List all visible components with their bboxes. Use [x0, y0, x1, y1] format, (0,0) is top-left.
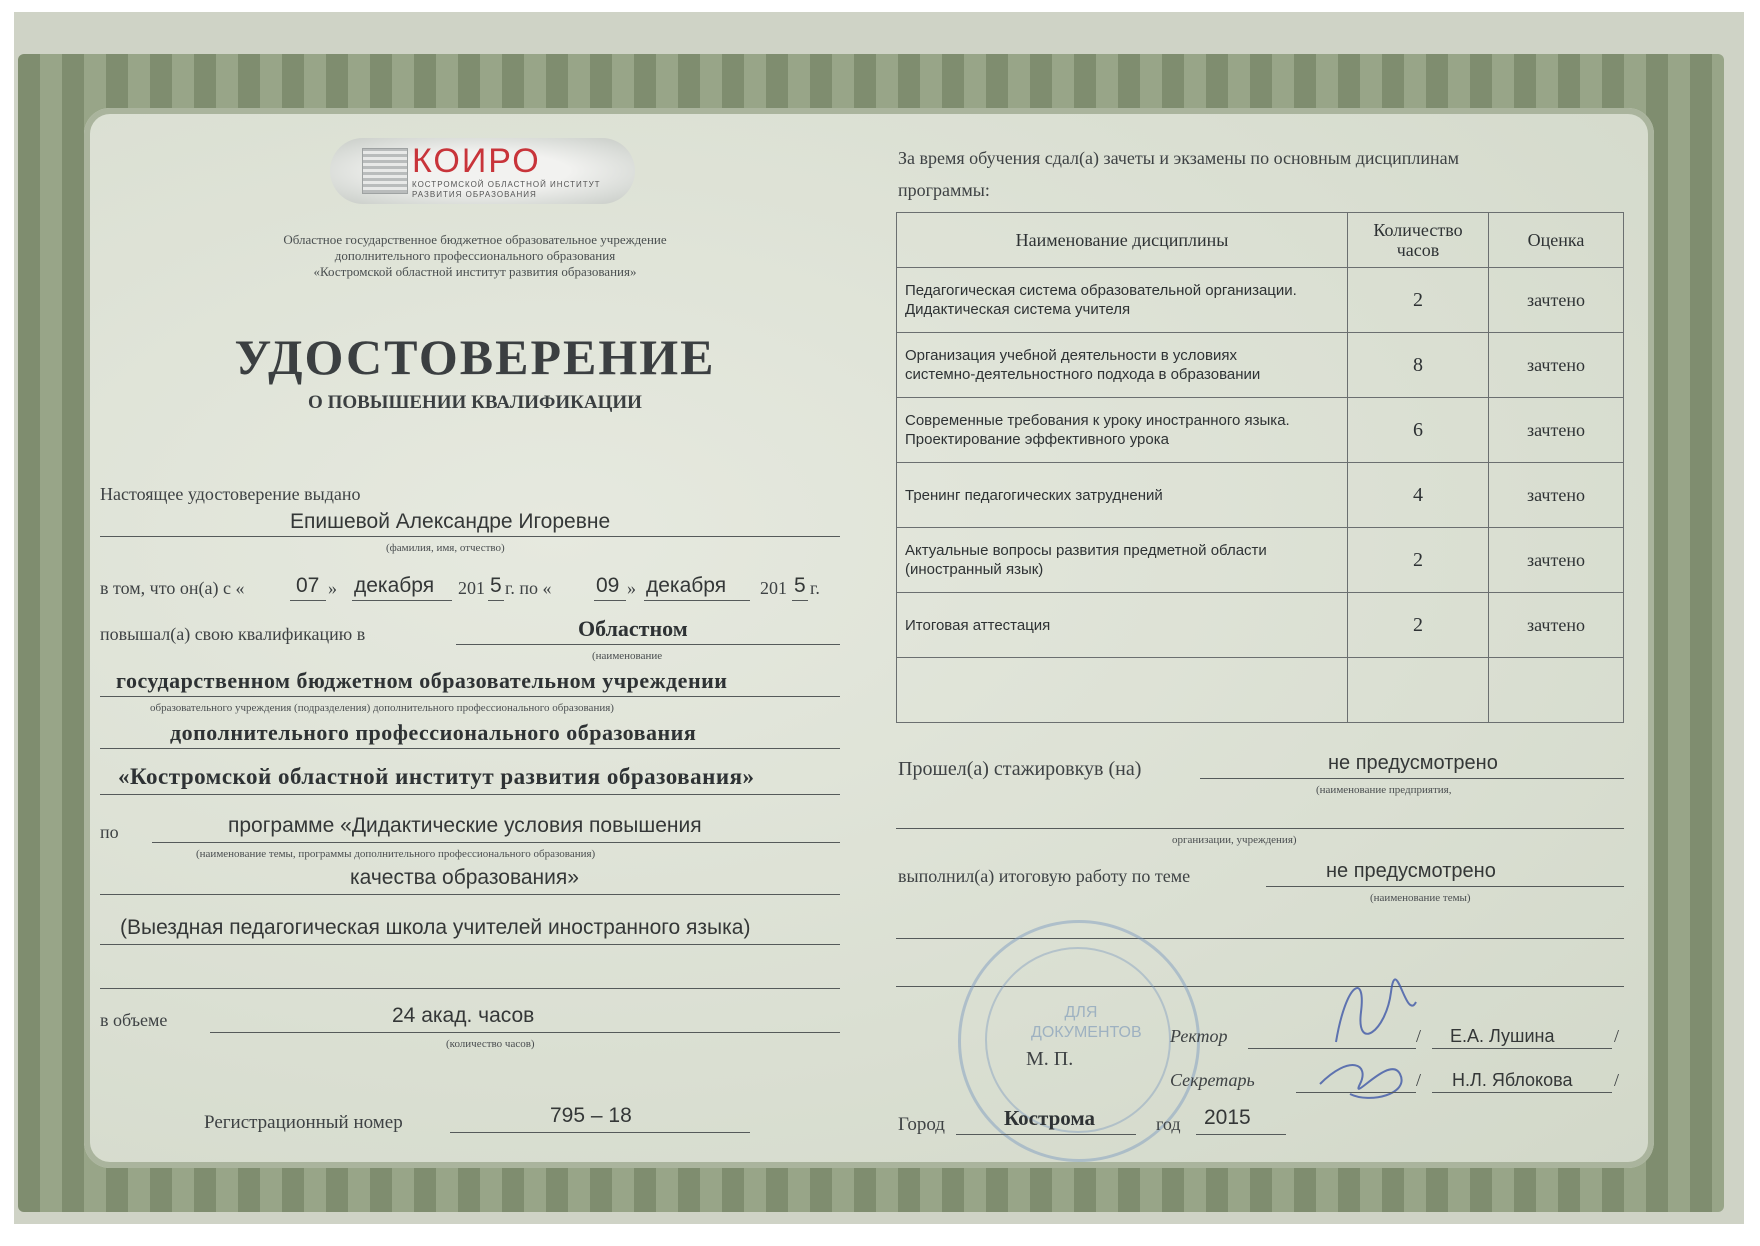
city-value: Кострома: [1004, 1106, 1096, 1130]
discipline-hours: 2: [1348, 593, 1489, 658]
period-middle: г. по «: [505, 578, 552, 598]
table-row: [897, 463, 1624, 528]
secretary-name-rule: [1432, 1092, 1612, 1093]
rector-name-rule: [1432, 1048, 1612, 1049]
period-prefix: в том, что он(а) с «: [100, 578, 245, 598]
discipline-hours: 2: [1348, 268, 1489, 333]
institution-caption-2: образовательного учреждения (подразделения) дополнительного профессионального образования): [150, 702, 614, 714]
end-month-line: [644, 600, 750, 601]
end-month: декабря: [646, 574, 727, 597]
header-grade: Оценка: [1489, 213, 1624, 268]
rector-name: Е.А. Лушина: [1450, 1026, 1555, 1046]
empty-cell: [1348, 658, 1489, 723]
start-month-line: [352, 600, 452, 601]
program-blank-rule: [100, 988, 840, 989]
start-day-line: [290, 600, 326, 601]
institution-line-1: Областном: [578, 616, 688, 641]
document-subtitle: О ПОВЫШЕНИИ КВАЛИФИКАЦИИ: [308, 392, 642, 413]
program-line-3: (Выездная педагогическая школа учителей иностранного языка): [120, 916, 751, 939]
seal-place-label: М. П.: [1026, 1048, 1074, 1070]
final-work-caption: (наименование темы): [1370, 892, 1471, 904]
institution-line-1-rule: [456, 644, 840, 645]
internship-caption-2: организации, учреждения): [1172, 834, 1297, 846]
start-month: декабря: [354, 574, 435, 597]
logo-name: КОИРО: [412, 142, 541, 180]
end-day-line: [594, 600, 626, 601]
secretary-label: Секретарь: [1170, 1070, 1255, 1090]
final-work-label: выполнил(а) итоговую работу по теме: [898, 866, 1191, 886]
final-work-value: не предусмотрено: [1326, 860, 1496, 882]
issued-label: Настоящее удостоверение выдано: [100, 484, 361, 504]
rector-slash-1: /: [1416, 1026, 1422, 1046]
volume-caption: (количество часов): [446, 1038, 535, 1050]
city-rule: [956, 1134, 1136, 1135]
empty-cell: [1489, 658, 1624, 723]
start-year-digit: 5: [490, 574, 502, 597]
discipline-grade: зачтено: [1489, 398, 1624, 463]
volume-label: в объеме: [100, 1010, 168, 1030]
header-hours: Количество часов: [1348, 213, 1489, 268]
koiro-logo: [330, 138, 635, 204]
end-day: 09: [596, 574, 620, 597]
institution-caption-1: (наименование: [592, 650, 663, 662]
program-label: по: [100, 822, 119, 842]
program-line-3-rule: [100, 944, 840, 945]
institution-line-2: государственном бюджетном образовательном учреждении: [116, 668, 728, 693]
start-year-prefix: 201: [458, 578, 485, 598]
discipline-grade: зачтено: [1489, 268, 1624, 333]
end-year-line: [792, 600, 808, 601]
logo-mark-icon: [362, 148, 408, 194]
institution-label: повышал(а) свою квалификацию в: [100, 624, 366, 644]
holder-name: Епишевой Александре Игоревне: [290, 510, 611, 533]
secretary-slash-1: /: [1416, 1070, 1422, 1090]
program-line-2: качества образования»: [350, 866, 579, 889]
exams-intro-2: программы:: [898, 180, 990, 200]
discipline-name: Актуальные вопросы развития предметной области (иностранный язык): [897, 528, 1348, 593]
table-row: [897, 333, 1624, 398]
final-work-rule-2: [896, 938, 1624, 939]
year-value: 2015: [1204, 1106, 1251, 1129]
program-line-2-rule: [100, 894, 840, 895]
institution-line-4-rule: [100, 794, 840, 795]
table-row: [897, 398, 1624, 463]
empty-cell: [897, 658, 1348, 723]
program-line-1-rule: [152, 842, 840, 843]
discipline-hours: 4: [1348, 463, 1489, 528]
volume-value: 24 акад. часов: [392, 1004, 535, 1027]
stamp-text: ДЛЯ ДОКУМЕНТОВ: [1031, 1004, 1142, 1041]
year-rule: [1196, 1134, 1286, 1135]
secretary-slash-2: /: [1614, 1070, 1620, 1090]
rector-slash-2: /: [1614, 1026, 1620, 1046]
document-title: УДОСТОВЕРЕНИЕ: [234, 329, 716, 385]
table-row: [897, 268, 1624, 333]
secretary-name: Н.Л. Яблокова: [1452, 1070, 1573, 1090]
year-label: год: [1156, 1114, 1181, 1134]
rector-signature: [1316, 972, 1426, 1052]
discipline-name: Организация учебной деятельности в условиях системно-деятельностного подхода в образовании: [897, 333, 1348, 398]
secretary-signature: [1310, 1044, 1420, 1114]
disciplines-table: [896, 212, 1624, 723]
table-row: [897, 593, 1624, 658]
internship-label: Прошел(а) стажировкув (на): [898, 758, 1142, 780]
start-year-line: [488, 600, 504, 601]
city-label: Город: [898, 1114, 945, 1135]
program-caption: (наименование темы, программы дополнительного профессионального образования): [196, 848, 596, 860]
holder-name-line: [100, 536, 840, 537]
discipline-hours: 8: [1348, 333, 1489, 398]
discipline-grade: зачтено: [1489, 593, 1624, 658]
quote-close-1: »: [328, 578, 337, 598]
discipline-grade: зачтено: [1489, 528, 1624, 593]
internship-value: не предусмотрено: [1328, 752, 1498, 774]
end-year-prefix: 201: [760, 578, 787, 598]
end-year-digit: 5: [794, 574, 806, 597]
registration-label: Регистрационный номер: [204, 1112, 403, 1133]
table-row: [897, 528, 1624, 593]
discipline-name: Современные требования к уроку иностранного языка. Проектирование эффективного урока: [897, 398, 1348, 463]
program-line-1: программе «Дидактические условия повышения: [228, 814, 702, 837]
discipline-grade: зачтено: [1489, 333, 1624, 398]
secretary-rule: [1296, 1092, 1416, 1093]
internship-rule-2: [896, 828, 1624, 829]
institution-line-2-rule: [100, 696, 840, 697]
start-day: 07: [296, 574, 320, 597]
institution-line-3-rule: [100, 748, 840, 749]
discipline-hours: 2: [1348, 528, 1489, 593]
table-row-empty: [897, 658, 1624, 723]
logo-subtitle: КОСТРОМСКОЙ ОБЛАСТНОЙ ИНСТИТУТ РАЗВИТИЯ ОБРАЗОВАНИЯ: [412, 180, 601, 199]
registration-number: 795 – 18: [550, 1104, 632, 1127]
discipline-name: Тренинг педагогических затруднений: [897, 463, 1348, 528]
discipline-name: Итоговая аттестация: [897, 593, 1348, 658]
final-work-rule: [1266, 886, 1624, 887]
volume-rule: [210, 1032, 840, 1033]
internship-rule: [1200, 778, 1624, 779]
discipline-name: Педагогическая система образовательной организации. Дидактическая система учителя: [897, 268, 1348, 333]
exams-intro-1: За время обучения сдал(а) зачеты и экзамены по основным дисциплинам: [898, 148, 1460, 168]
registration-rule: [450, 1132, 750, 1133]
organization-name: Областное государственное бюджетное образовательное учреждение дополнительного профессионального образования «Костромской областной институт развития образования»: [283, 232, 667, 279]
holder-name-caption: (фамилия, имя, отчество): [386, 542, 505, 554]
rector-label: Ректор: [1170, 1026, 1228, 1046]
period-suffix: г.: [810, 578, 820, 598]
discipline-grade: зачтено: [1489, 463, 1624, 528]
discipline-hours: 6: [1348, 398, 1489, 463]
institution-line-3: дополнительного профессионального образования: [170, 720, 697, 745]
quote-close-2: »: [627, 578, 636, 598]
internship-caption-1: (наименование предприятия,: [1316, 784, 1452, 796]
institution-line-4: «Костромской областной институт развития образования»: [118, 764, 755, 789]
header-discipline: Наименование дисциплины: [897, 213, 1348, 268]
table-header-row: [897, 213, 1624, 268]
